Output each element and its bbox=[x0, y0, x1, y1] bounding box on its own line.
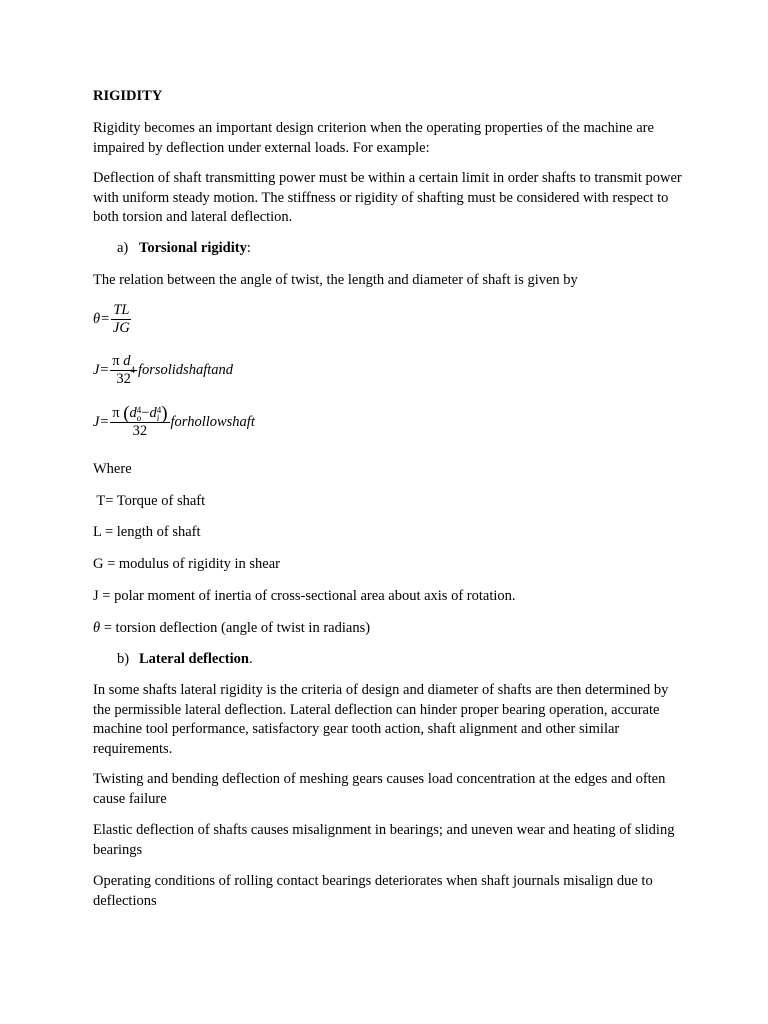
definition-torque: T= Torque of shaft bbox=[93, 493, 206, 509]
deflection-paragraph: Deflection of shaft transmitting power must be within a certain limit in order shafts to transmit power with uniform steady motion. The stiffness or rigidity of shafting must be considered with respect to both torsion and lateral deflection. bbox=[93, 170, 682, 225]
eq3-lhs: J= bbox=[93, 414, 110, 430]
section-heading-rigidity: RIGIDITY bbox=[93, 88, 163, 104]
theta-symbol: θ bbox=[93, 620, 101, 636]
eq2-suffix: forsolidshaftand bbox=[137, 362, 234, 378]
eq2-pi: π bbox=[112, 353, 120, 369]
eq2-lhs: J= bbox=[93, 362, 110, 378]
lateral-deflection-title: Lateral deflection bbox=[139, 651, 249, 667]
operating-paragraph: Operating conditions of rolling contact bearings deteriorates when shaft journals misalign due to deflections bbox=[93, 873, 653, 909]
eq2-fraction bbox=[110, 353, 137, 388]
eq3-numerator bbox=[110, 405, 169, 423]
intro-paragraph: Rigidity becomes an important design criterion when the operating properties of the machine are impaired by deflection under external loads. For example: bbox=[93, 120, 654, 156]
eq3-pi: π bbox=[112, 405, 120, 421]
list-marker-b: b) bbox=[117, 651, 130, 667]
eq1-lhs: θ= bbox=[93, 311, 110, 327]
eq3-fraction bbox=[110, 405, 169, 440]
eq2-denominator: 32 bbox=[116, 371, 131, 387]
eq2-numerator: π d 4 bbox=[112, 353, 135, 375]
eq3-inner-exp: 4 bbox=[156, 405, 162, 415]
list-item-torsional-rigidity bbox=[117, 239, 251, 259]
eq1-numerator: TL bbox=[113, 302, 130, 318]
theta-definition-text: = torsion deflection (angle of twist in radians) bbox=[100, 620, 371, 636]
definition-modulus: G = modulus of rigidity in shear bbox=[93, 556, 280, 572]
eq1-denominator: JG bbox=[112, 320, 130, 336]
eq3-minus: − bbox=[141, 405, 150, 421]
equation-polar-moment-hollow bbox=[93, 405, 255, 440]
lateral-deflection-suffix: . bbox=[248, 651, 253, 667]
eq3-suffix: forhollowshaft bbox=[170, 414, 255, 430]
list-item-lateral-deflection bbox=[117, 650, 253, 670]
eq1-fraction bbox=[111, 302, 132, 337]
equation-angle-of-twist bbox=[93, 302, 133, 337]
torsional-rigidity-suffix: : bbox=[246, 240, 251, 256]
elastic-paragraph: Elastic deflection of shafts causes misalignment in bearings; and uneven wear and heating of sliding bearings bbox=[93, 822, 675, 858]
eq3-outer-sub: o bbox=[136, 413, 142, 423]
definition-length: L = length of shaft bbox=[93, 524, 201, 540]
eq3-open-paren: ( bbox=[123, 403, 130, 424]
torsional-rigidity-title: Torsional rigidity bbox=[139, 240, 247, 256]
list-marker-a: a) bbox=[117, 240, 129, 256]
eq3-d-inner: d bbox=[149, 405, 157, 421]
lateral-paragraph: In some shafts lateral rigidity is the criteria of design and diameter of shafts are then determined by the permissible lateral deflection. Lateral deflection can hinder proper bearing operation, accurate machine tool performance, satisfactory gear tooth action, shaft alignment and other similar requirements. bbox=[93, 682, 669, 757]
eq3-outer-exp: 4 bbox=[136, 405, 142, 415]
twisting-paragraph: Twisting and bending deflection of meshing gears causes load concentration at the edges and often cause failure bbox=[93, 771, 666, 807]
eq3-denominator: 32 bbox=[132, 423, 148, 439]
where-label: Where bbox=[93, 461, 132, 477]
eq3-inner-sub: i bbox=[156, 413, 160, 423]
eq3-close-paren: ) bbox=[161, 403, 168, 424]
equation-polar-moment-solid bbox=[93, 353, 233, 388]
definition-polar-moment: J = polar moment of inertia of cross-sectional area about axis of rotation. bbox=[93, 588, 516, 604]
definition-torsion-deflection bbox=[93, 619, 683, 639]
relation-paragraph: The relation between the angle of twist, the length and diameter of shaft is given by bbox=[93, 272, 578, 288]
eq3-d-outer: d bbox=[129, 405, 137, 421]
eq2-d: d bbox=[123, 353, 131, 369]
